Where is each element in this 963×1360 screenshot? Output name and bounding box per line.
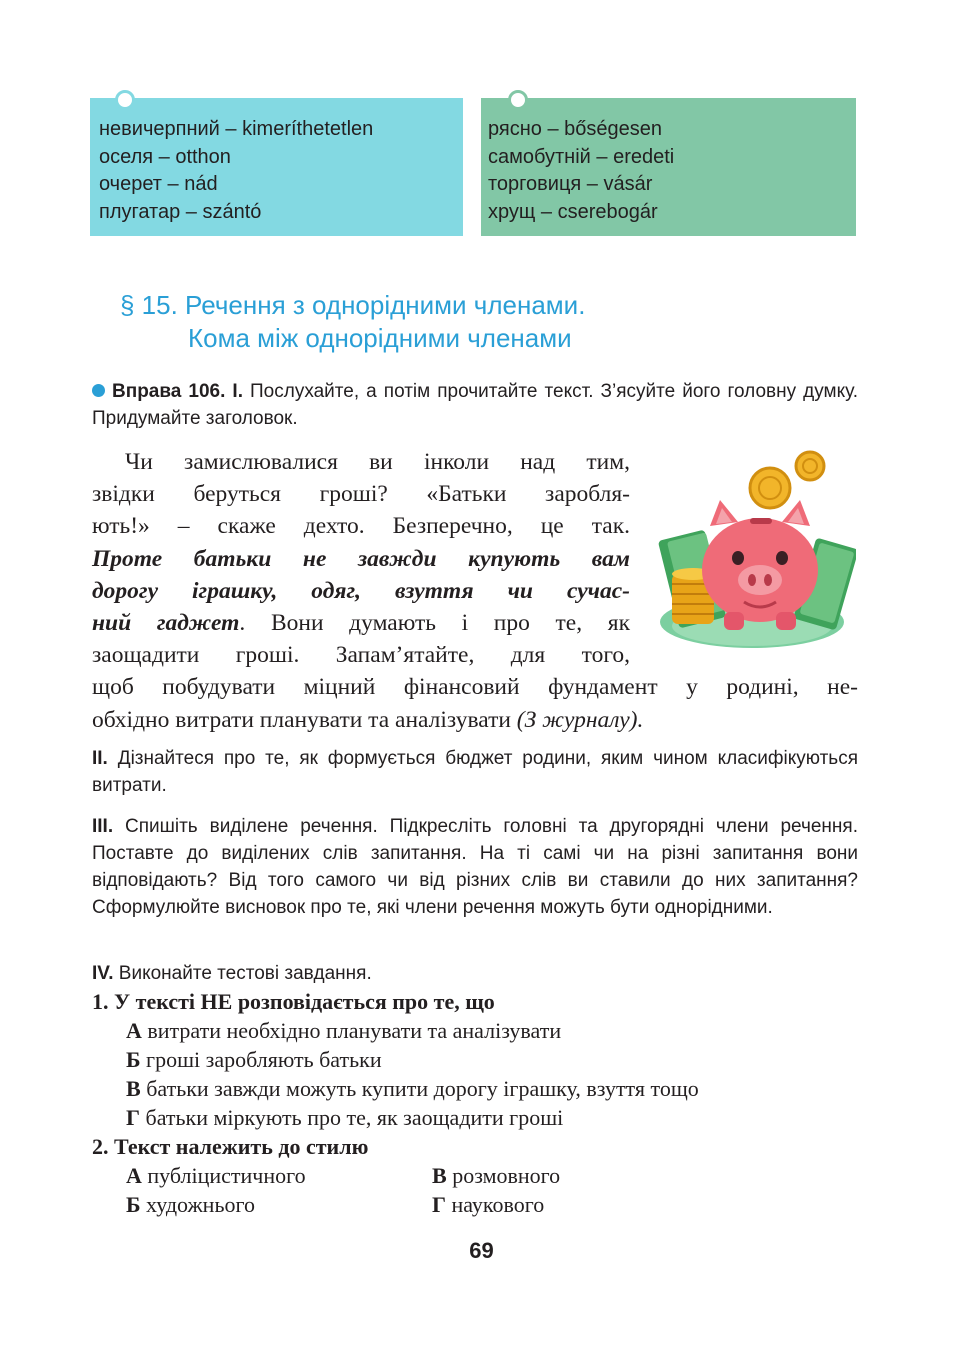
bullet-dot-icon	[92, 384, 105, 397]
text-line: звідки беруться гроші? «Батьки заробля-	[92, 481, 630, 508]
text-line: щоб побудувати міцний фінансовий фундамент у родині, не-	[92, 674, 858, 701]
exercise-instruction	[92, 378, 858, 432]
vocab-box-left	[90, 98, 463, 236]
part-label: ІІІ.	[92, 816, 114, 837]
question-1: 1. У тексті НЕ розповідається про те, що	[92, 989, 495, 1014]
binder-ring-icon	[115, 90, 135, 110]
text-line: заощадити гроші. Запам’ятайте, для того,	[92, 642, 630, 669]
answer-option: А публіцистичного	[126, 1163, 306, 1188]
answer-option: А витрати необхідно планувати та аналізувати	[126, 1018, 562, 1043]
part-three	[92, 813, 858, 921]
text-line: Чи замислювалися ви інколи над тим,	[125, 449, 630, 475]
answer-option: Б гроші заробляють батьки	[126, 1047, 382, 1072]
part-text: Дізнайтеся про те, як формується бюджет родини, яким чином класифікуються витрати.	[92, 748, 858, 796]
answer-option: В розмовного	[432, 1163, 561, 1188]
vocab-item: рясно – bőségesen	[488, 118, 662, 140]
section-heading-line2: Кома між однорідними членами	[188, 323, 572, 353]
piggy-bank-icon	[654, 446, 856, 652]
part-label: IV.	[92, 963, 114, 984]
vocab-item: хрущ – cserebogár	[488, 200, 658, 223]
vocab-box-right	[481, 98, 856, 236]
page-number: 69	[469, 1238, 494, 1263]
exercise-label: Вправа 106. І.	[112, 381, 243, 402]
vocab-item: очерет – nád	[99, 173, 218, 195]
exercise-text: Послухайте, а потім прочитайте текст. З’ясуйте його головну думку. Придумайте заголовок.	[92, 381, 858, 429]
part-text: Спишіть виділене речення. Підкресліть головні та другорядні члени речення. Поставте до виділених слів запитання. На ті самі чи на різні запитання вони відповідають? Від того самого чи від різних слів ви ставили до них запитання? Сформулюйте висновок про те, які члени речення можуть бути однорідними.	[92, 816, 858, 918]
answer-option: Г наукового	[432, 1192, 545, 1217]
scalloped-edge	[481, 232, 856, 240]
answer-option: В батьки завжди можуть купити дорогу іграшку, взуття тощо	[126, 1076, 699, 1101]
test-questions	[92, 987, 699, 1219]
text-line: . Вони думають і про те, як	[239, 610, 630, 637]
vocab-item: плугатар – szántó	[99, 200, 262, 223]
part-two	[92, 745, 858, 799]
highlighted-sentence: ний гаджет	[92, 610, 240, 637]
section-heading	[120, 289, 585, 355]
vocab-item: оселя – otthon	[99, 145, 231, 168]
text-source: (З журналу).	[516, 706, 644, 733]
highlighted-sentence: дорогу іграшку, одяг, взуття чи сучас-	[92, 577, 630, 604]
text-line: обхідно витрати планувати та аналізувати	[92, 706, 517, 733]
vocab-item: самобутній – eredeti	[488, 145, 675, 168]
answer-option: Г батьки міркують про те, як заощадити гроші	[126, 1105, 564, 1130]
answer-option: Б художнього	[126, 1192, 255, 1217]
binder-ring-icon	[508, 90, 528, 110]
vocab-item: невичерпний – kimeríthetetlen	[99, 118, 374, 140]
question-2: 2. Текст належить до стилю	[92, 1134, 369, 1159]
vocab-item: торговиця – vásár	[488, 173, 653, 195]
scalloped-edge	[90, 232, 463, 240]
section-heading-line1: § 15. Речення з однорідними членами.	[120, 290, 586, 320]
highlighted-sentence: Проте батьки не завжди купують вам	[92, 545, 630, 572]
part-four	[92, 960, 858, 987]
text-line: ють!» – скаже дехто. Безперечно, це так.	[92, 513, 630, 540]
part-label: ІІ.	[92, 748, 108, 769]
part-text: Виконайте тестові завдання.	[113, 963, 372, 984]
